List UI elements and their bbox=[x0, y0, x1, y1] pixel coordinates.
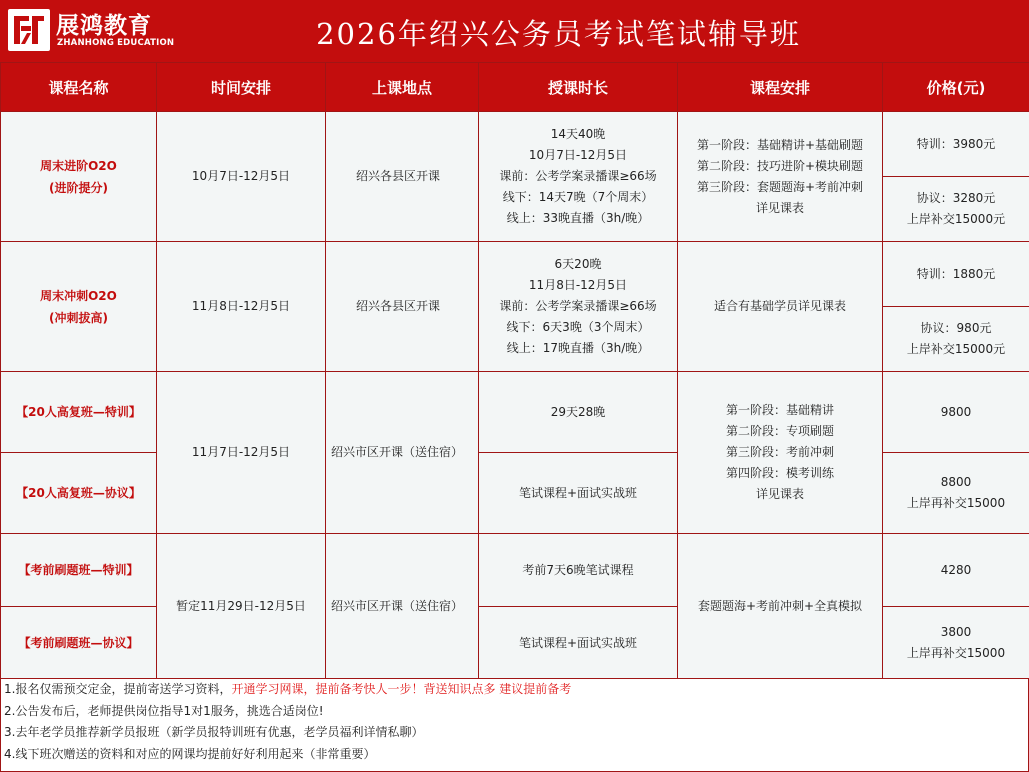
header-course-name: 课程名称 bbox=[1, 63, 157, 112]
arrangement-line: 第四阶段：模考训练 bbox=[682, 463, 878, 484]
table-header-row bbox=[1, 63, 1029, 112]
brand-name-en: ZHANHONG EDUCATION bbox=[57, 38, 174, 48]
table-row bbox=[1, 242, 1029, 307]
brand-logo bbox=[8, 6, 158, 56]
price-cell bbox=[883, 453, 1029, 534]
header-arrangement: 课程安排 bbox=[678, 63, 883, 112]
price-cell bbox=[883, 307, 1029, 372]
price-line: 9800 bbox=[887, 402, 1025, 423]
notes-panel bbox=[0, 678, 1029, 772]
course-name-cell: 【考前刷题班—协议】 bbox=[1, 607, 157, 680]
arrangement-line: 详见课表 bbox=[682, 484, 878, 505]
arrangement-cell bbox=[678, 534, 883, 680]
arrangement-line: 第一阶段：基础精讲+基础刷题 bbox=[682, 135, 878, 156]
price-cell bbox=[883, 534, 1029, 607]
course-name-cell: 【20人高复班—协议】 bbox=[1, 453, 157, 534]
duration-cell: 29天28晚 bbox=[479, 372, 678, 453]
price-cell bbox=[883, 242, 1029, 307]
arrangement-line: 套题题海+考前冲刺+全真模拟 bbox=[682, 596, 878, 617]
price-line: 特训：1880元 bbox=[887, 264, 1025, 285]
table-row bbox=[1, 112, 1029, 177]
duration-cell bbox=[479, 242, 678, 372]
course-table bbox=[0, 62, 1029, 680]
course-name-cell: 【20人高复班—特训】 bbox=[1, 372, 157, 453]
duration-line: 课前：公考学案录播课≥66场 bbox=[483, 296, 673, 317]
location-cell: 绍兴市区开课（送住宿） bbox=[326, 372, 479, 534]
arrangement-cell bbox=[678, 242, 883, 372]
duration-cell: 笔试课程+面试实战班 bbox=[479, 453, 678, 534]
arrangement-cell bbox=[678, 112, 883, 242]
note-item bbox=[1, 679, 1028, 701]
arrangement-line: 第三阶段：套题题海+考前冲刺 bbox=[682, 177, 878, 198]
header-location: 上课地点 bbox=[326, 63, 479, 112]
duration-line: 11月8日-12月5日 bbox=[483, 275, 673, 296]
time-cell: 10月7日-12月5日 bbox=[157, 112, 326, 242]
price-cell bbox=[883, 372, 1029, 453]
duration-cell: 考前7天6晚笔试课程 bbox=[479, 534, 678, 607]
note-item: 2.公告发布后，老师提供岗位指导1对1服务，挑选合适岗位! bbox=[1, 701, 1028, 723]
duration-line: 线下：6天3晚（3个周末） bbox=[483, 317, 673, 338]
price-line: 8800 bbox=[887, 472, 1025, 493]
course-name-cell bbox=[1, 242, 157, 372]
duration-line: 课前：公考学案录播课≥66场 bbox=[483, 166, 673, 187]
duration-line: 线上：17晚直播（3h/晚） bbox=[483, 338, 673, 359]
arrangement-line: 第二阶段：技巧进阶+模块刷题 bbox=[682, 156, 878, 177]
course-name-cell bbox=[1, 112, 157, 242]
price-cell bbox=[883, 607, 1029, 680]
header-price: 价格(元) bbox=[883, 63, 1029, 112]
price-line: 4280 bbox=[887, 560, 1025, 581]
price-line: 协议：3280元 bbox=[887, 188, 1025, 209]
duration-line: 线下：14天7晚（7个周末） bbox=[483, 187, 673, 208]
time-cell: 11月8日-12月5日 bbox=[157, 242, 326, 372]
price-line: 上岸补交15000元 bbox=[887, 339, 1025, 360]
course-name: 周末进阶O2O bbox=[5, 155, 152, 177]
note-highlight: 开通学习网课，提前备考快人一步！背送知识点多 建议提前备考 bbox=[231, 682, 571, 696]
header-duration: 授课时长 bbox=[479, 63, 678, 112]
note-text: 1.报名仅需预交定金，提前寄送学习资料， bbox=[4, 682, 231, 696]
duration-cell: 笔试课程+面试实战班 bbox=[479, 607, 678, 680]
arrangement-cell bbox=[678, 372, 883, 534]
arrangement-line: 详见课表 bbox=[682, 198, 878, 219]
course-name-cell: 【考前刷题班—特训】 bbox=[1, 534, 157, 607]
course-subtitle: (进阶提分) bbox=[5, 177, 152, 199]
location-cell: 绍兴市区开课（送住宿） bbox=[326, 534, 479, 680]
note-item: 3.去年老学员推荐新学员报班（新学员报特训班有优惠，老学员福利详情私聊） bbox=[1, 722, 1028, 744]
table-row bbox=[1, 372, 1029, 453]
header-time: 时间安排 bbox=[157, 63, 326, 112]
duration-line: 14天40晚 bbox=[483, 124, 673, 145]
duration-line: 6天20晚 bbox=[483, 254, 673, 275]
page-title: 2026年绍兴公务员考试笔试辅导班 bbox=[158, 12, 959, 53]
price-cell bbox=[883, 112, 1029, 177]
duration-line: 线上：33晚直播（3h/晚） bbox=[483, 208, 673, 229]
zhanhong-logo-icon bbox=[8, 9, 50, 51]
duration-line: 10月7日-12月5日 bbox=[483, 145, 673, 166]
course-subtitle: (冲刺拔高) bbox=[5, 307, 152, 329]
price-line: 上岸再补交15000 bbox=[887, 493, 1025, 514]
location-cell: 绍兴各县区开课 bbox=[326, 242, 479, 372]
brand-name-cn: 展鸿教育 bbox=[56, 7, 152, 40]
arrangement-line: 第一阶段：基础精讲 bbox=[682, 400, 878, 421]
price-line: 特训：3980元 bbox=[887, 134, 1025, 155]
price-line: 协议：980元 bbox=[887, 318, 1025, 339]
price-cell bbox=[883, 177, 1029, 242]
duration-cell bbox=[479, 112, 678, 242]
arrangement-line: 适合有基础学员详见课表 bbox=[682, 296, 878, 317]
header-banner bbox=[0, 0, 1029, 62]
location-cell: 绍兴各县区开课 bbox=[326, 112, 479, 242]
arrangement-line: 第二阶段：专项刷题 bbox=[682, 421, 878, 442]
price-line: 上岸补交15000元 bbox=[887, 209, 1025, 230]
note-item: 4.线下班次赠送的资料和对应的网课均提前好好利用起来（非常重要） bbox=[1, 744, 1028, 766]
price-line: 上岸再补交15000 bbox=[887, 643, 1025, 664]
course-name: 周末冲刺O2O bbox=[5, 285, 152, 307]
time-cell: 11月7日-12月5日 bbox=[157, 372, 326, 534]
price-line: 3800 bbox=[887, 622, 1025, 643]
table-row bbox=[1, 534, 1029, 607]
arrangement-line: 第三阶段：考前冲刺 bbox=[682, 442, 878, 463]
time-cell: 暂定11月29日-12月5日 bbox=[157, 534, 326, 680]
